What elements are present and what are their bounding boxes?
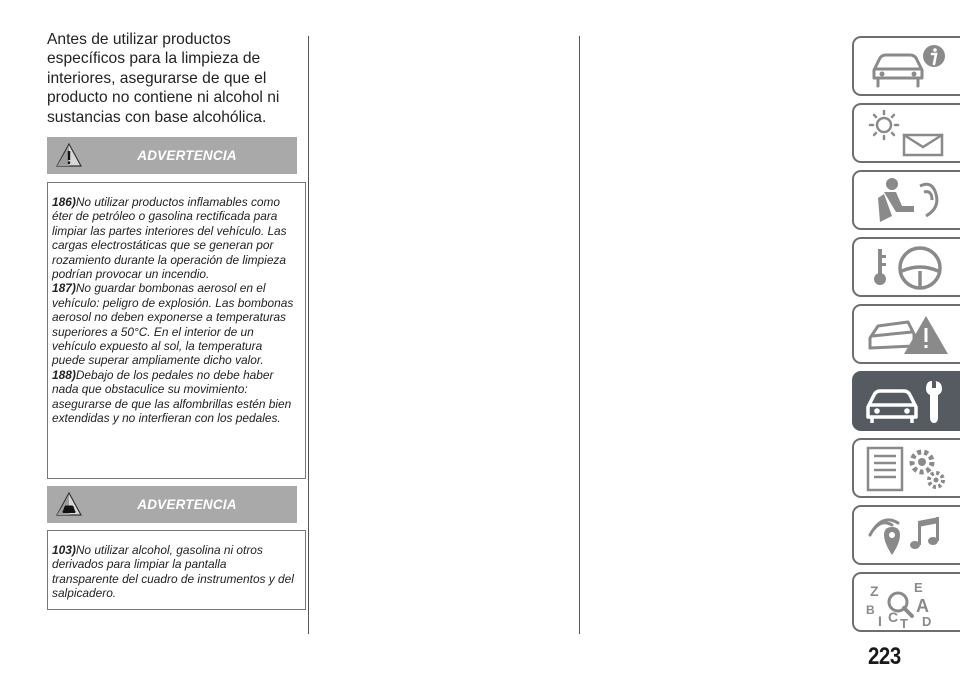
tab-starting-driving[interactable]	[852, 237, 960, 297]
note-text: No utilizar alcohol, gasolina ni otros derivados para limpiar la pantalla transparente del cuadro de instrumentos y del salpicadero.	[52, 543, 294, 601]
column-divider	[579, 36, 580, 634]
multimedia-icon	[862, 511, 954, 561]
warning-box	[47, 182, 306, 479]
warning-box	[47, 530, 306, 610]
tab-multimedia[interactable]	[852, 505, 960, 565]
note-number: 186)	[52, 195, 76, 209]
warning-note	[52, 543, 294, 601]
index-letter: C	[888, 609, 899, 625]
intro-paragraph: Antes de utilizar productos específicos para la limpieza de interiores, asegurarse de que el producto no contiene ni alcohol ni sustancias con base alcohólica.	[47, 31, 280, 126]
tab-car-info[interactable]	[852, 36, 960, 96]
warning-note	[52, 281, 294, 367]
tab-technical-data[interactable]	[852, 438, 960, 498]
warning-header	[47, 486, 297, 523]
alphabetical-index-icon	[862, 578, 954, 628]
tab-emergency[interactable]	[852, 304, 960, 364]
warning-note	[52, 195, 294, 281]
warning-header	[47, 137, 297, 174]
car-emergency-icon	[862, 310, 954, 360]
note-number: 103)	[52, 543, 76, 557]
key-steering-wheel-icon	[862, 243, 954, 293]
note-number: 188)	[52, 367, 76, 382]
seat-airbag-icon	[862, 176, 954, 226]
index-letter: I	[878, 613, 882, 628]
warning-title: ADVERTENCIA	[137, 497, 237, 512]
index-letter: T	[900, 616, 908, 628]
specs-gears-icon	[862, 444, 954, 494]
note-text: Debajo de los pedales no debe haber nada que obstaculice su movimiento: asegurarse de que las alfombrillas estén bien extendidas y no interfieran con los pedales.	[52, 367, 292, 426]
tab-maintenance[interactable]	[852, 371, 960, 431]
index-letter: Z	[870, 583, 879, 599]
warning-note	[52, 368, 294, 426]
tab-index[interactable]	[852, 572, 960, 632]
column-divider	[308, 36, 309, 634]
note-text: No guardar bombonas aerosol en el vehículo: peligro de explosión. Las bombonas aerosol no deben exponerse a temperaturas superiores a 50°C. En el interior de un vehículo expuesto al sol, la temperatura puede superar ampliamente dicho valor.	[52, 281, 294, 368]
index-letter: E	[914, 580, 923, 595]
car-wrench-icon	[862, 377, 954, 427]
index-letter: B	[866, 603, 875, 617]
note-number: 187)	[52, 281, 76, 296]
car-info-icon	[862, 42, 954, 92]
index-letter: D	[922, 614, 932, 628]
index-letter: A	[916, 596, 929, 616]
note-text: No utilizar productos inflamables como éter de petróleo o gasolina rectificada para limpiar las partes interiores del vehículo. Las cargas electrostáticas que se generan por rozamiento durante la operación de limpieza podrían provocar un incendio.	[52, 195, 287, 282]
warning-title: ADVERTENCIA	[137, 148, 237, 163]
tab-safety[interactable]	[852, 170, 960, 230]
tab-lights-messages[interactable]	[852, 103, 960, 163]
page-number: 223	[868, 643, 901, 670]
lights-envelope-icon	[862, 109, 954, 159]
